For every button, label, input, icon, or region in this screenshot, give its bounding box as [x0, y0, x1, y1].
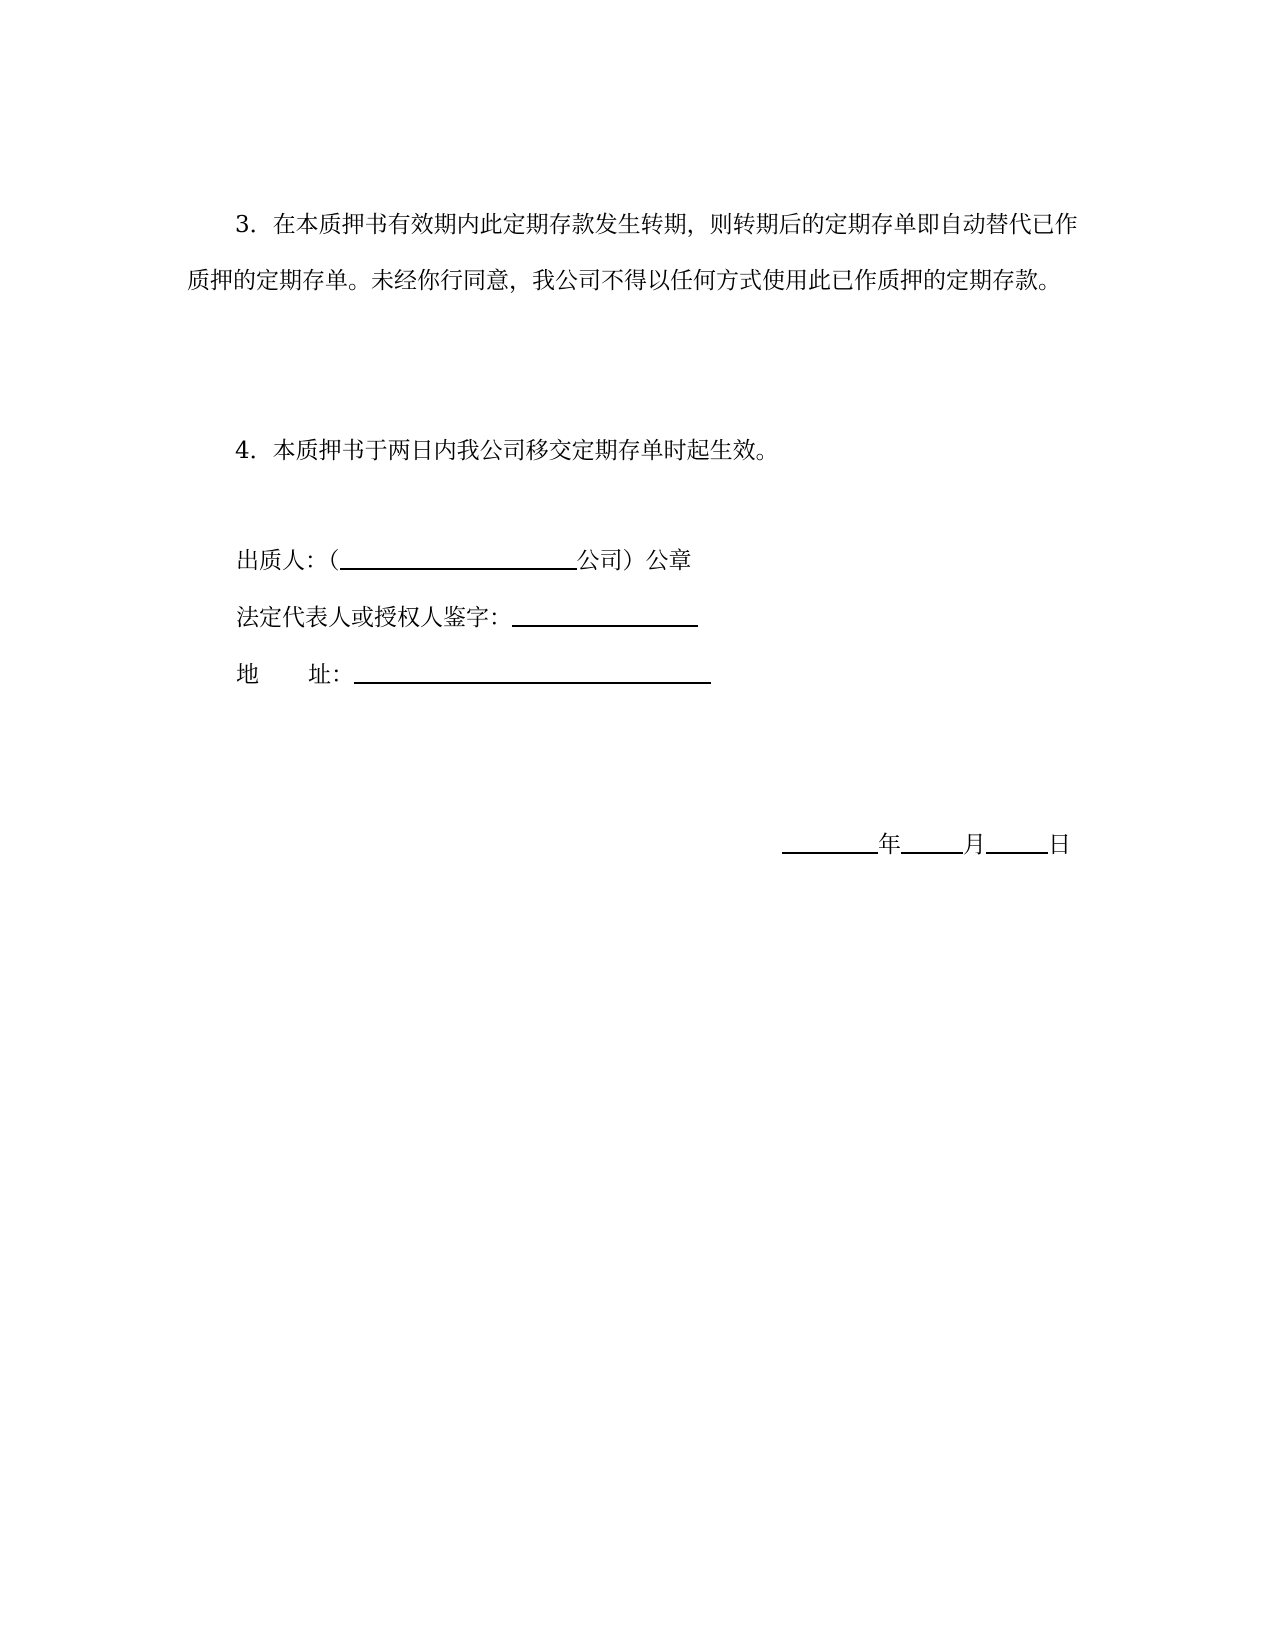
address-label-part2: 址：: [308, 662, 354, 688]
pledgor-suffix: 公司）公章: [576, 548, 692, 574]
address-blank[interactable]: [354, 656, 711, 684]
day-blank[interactable]: [986, 826, 1048, 854]
representative-line: [236, 597, 698, 637]
year-label: 年: [878, 832, 901, 858]
year-blank[interactable]: [782, 826, 878, 854]
month-blank[interactable]: [901, 826, 963, 854]
pledgor-company-blank[interactable]: [340, 542, 577, 570]
month-label: 月: [963, 832, 986, 858]
pledgor-label: 出质人：（: [236, 548, 340, 574]
address-label-part1: 地: [236, 662, 259, 688]
address-line: [236, 654, 711, 694]
representative-signature-blank[interactable]: [512, 599, 698, 627]
pledgor-line: [236, 540, 692, 580]
day-label: 日: [1048, 832, 1071, 858]
representative-label: 法定代表人或授权人鉴字：: [236, 605, 512, 631]
clause-4: 4．本质押书于两日内我公司移交定期存单时起生效。: [235, 438, 779, 464]
clause-3: 3．在本质押书有效期内此定期存款发生转期，则转期后的定期存单即自动替代已作质押的定期存单。未经你行同意，我公司不得以任何方式使用此已作质押的定期存款。: [187, 212, 1078, 294]
date-line: [782, 824, 1071, 864]
